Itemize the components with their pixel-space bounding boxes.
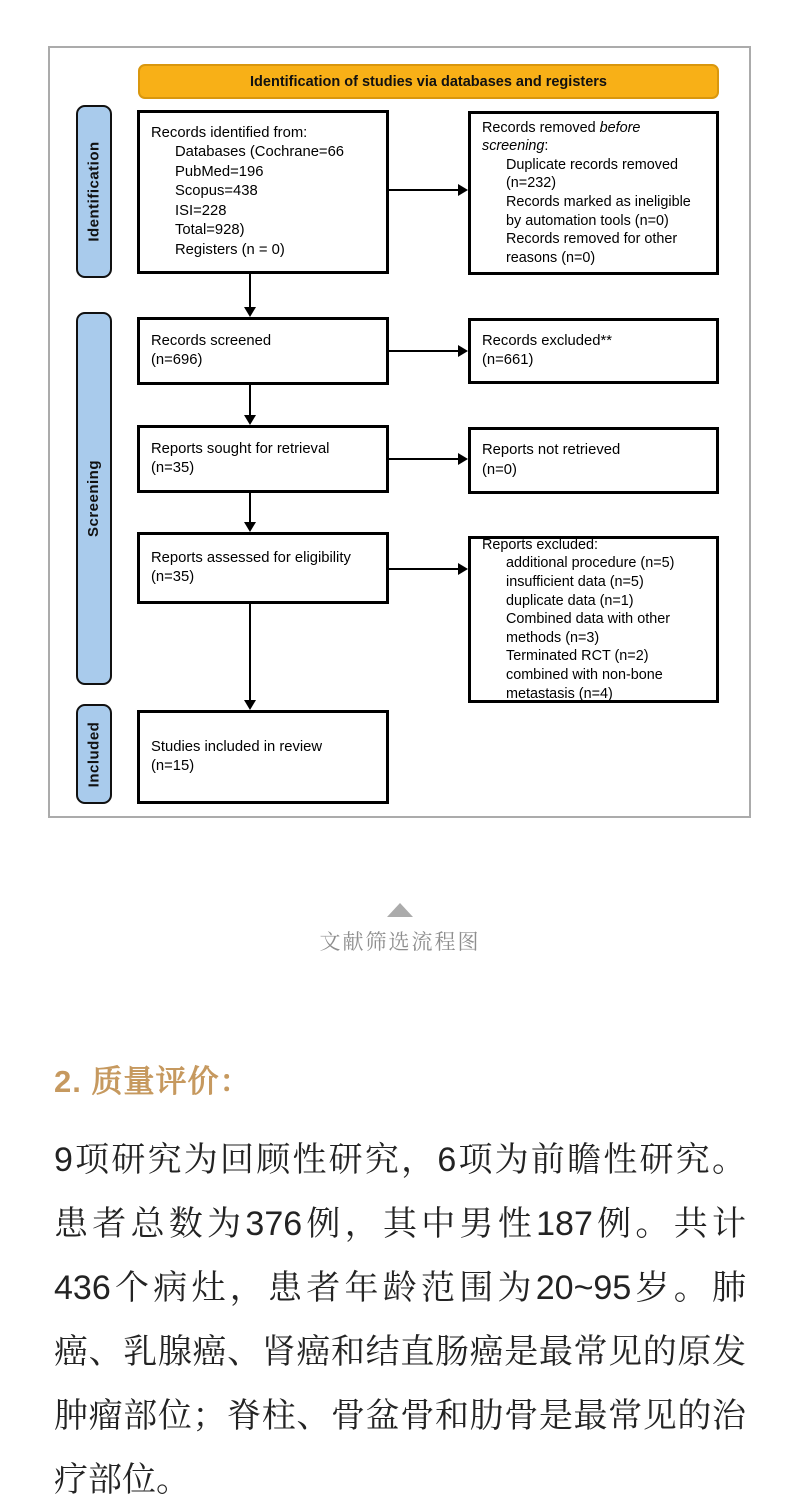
arrow-head-icon	[244, 700, 256, 710]
arrow-head-icon	[458, 184, 468, 196]
box-reports-sought	[137, 425, 389, 493]
box-line: Records screened	[151, 332, 272, 349]
box-line: Databases (Cochrane=66	[175, 144, 345, 161]
arrow-head-icon	[458, 453, 468, 465]
box-line-italic: before	[599, 119, 641, 136]
box-line: Terminated RCT (n=2)	[506, 648, 649, 665]
box-line: Reports not retrieved	[482, 442, 621, 459]
paragraph-line: 癌、乳腺癌、肾癌和结直肠癌是最常见的原发	[54, 1333, 746, 1371]
box-line: duplicate data (n=1)	[506, 592, 634, 609]
box-records-excluded	[468, 318, 719, 384]
box-line: (n=35)	[151, 460, 195, 476]
paragraph-line: 疗部位。	[54, 1461, 190, 1499]
arrow-line	[249, 385, 251, 416]
box-line: metastasis (n=4)	[506, 685, 613, 702]
arrow-line	[249, 274, 251, 308]
paragraph-line: 436个病灶，患者年龄范围为20~95岁。肺	[54, 1269, 746, 1307]
prisma-flowchart-panel	[48, 46, 751, 818]
arrow-head-icon	[244, 522, 256, 532]
stage-included	[76, 704, 112, 804]
box-line: Records marked as ineligible	[506, 194, 691, 210]
box-line: (n=661)	[482, 352, 534, 368]
box-line: additional procedure (n=5)	[506, 555, 675, 572]
box-line: Total=928)	[175, 222, 245, 239]
box-studies-included	[137, 710, 389, 804]
flowchart-banner	[138, 64, 719, 99]
box-line: (n=696)	[151, 352, 203, 368]
paragraph-line: 肿瘤部位；脊柱、骨盆骨和肋骨是最常见的治	[54, 1397, 746, 1435]
arrow-head-icon	[458, 345, 468, 357]
arrow-line	[389, 568, 459, 570]
box-line: insufficient data (n=5)	[506, 574, 644, 591]
box-line: Records identified from:	[151, 125, 308, 142]
box-line: Reports excluded:	[482, 536, 598, 553]
box-line: Combined data with other	[506, 611, 670, 628]
box-line: methods (n=3)	[506, 629, 600, 646]
stage-included-label: Included	[85, 721, 103, 787]
box-line: Records excluded**	[482, 332, 612, 349]
body-paragraph	[54, 1128, 746, 1510]
box-line: reasons (n=0)	[506, 249, 596, 266]
box-line-text: Records removed	[482, 119, 600, 136]
box-line: ISI=228	[175, 202, 227, 219]
flowchart-banner-label: Identification of studies via databases and registers	[250, 73, 607, 90]
arrow-line	[389, 458, 459, 460]
section-heading: 2. 质量评价：	[54, 1064, 252, 1099]
arrow-line	[249, 493, 251, 523]
arrow-line	[249, 604, 251, 701]
box-line-text: :	[544, 138, 549, 155]
box-line: Scopus=438	[175, 183, 258, 200]
paragraph-line: 患者总数为376例，其中男性187例。共计	[54, 1205, 746, 1243]
arrow-head-icon	[244, 415, 256, 425]
box-line	[471, 137, 716, 156]
stage-identification-label: Identification	[85, 141, 103, 242]
box-line: by automation tools (n=0)	[506, 212, 669, 229]
box-records-identified	[137, 110, 389, 274]
box-reports-excluded	[468, 536, 719, 703]
box-line: (n=15)	[151, 758, 195, 774]
box-line: Studies included in review	[151, 738, 323, 755]
box-line: (n=0)	[482, 461, 517, 478]
box-line-italic: screening	[482, 138, 545, 155]
box-line: (n=35)	[151, 569, 195, 585]
box-line: Reports assessed for eligibility	[151, 549, 351, 566]
box-reports-not-retrieved	[468, 427, 719, 494]
box-line: Reports sought for retrieval	[151, 440, 330, 457]
box-line: Records removed for other	[506, 231, 678, 248]
triangle-up-icon	[387, 903, 413, 917]
box-records-screened	[137, 317, 389, 385]
box-line: combined with non-bone	[506, 666, 663, 683]
box-records-removed	[468, 111, 719, 275]
figure-caption: 文献筛选流程图	[319, 931, 481, 954]
arrow-head-icon	[458, 563, 468, 575]
stage-screening	[76, 312, 112, 685]
box-line: PubMed=196	[175, 163, 264, 180]
box-line: (n=232)	[506, 175, 557, 192]
box-reports-assessed	[137, 532, 389, 604]
paragraph-line: 9项研究为回顾性研究，6项为前瞻性研究。	[54, 1141, 746, 1179]
box-line: Duplicate records removed	[506, 156, 678, 173]
arrow-line	[389, 350, 459, 352]
box-line: Registers (n = 0)	[175, 241, 285, 258]
arrow-head-icon	[244, 307, 256, 317]
arrow-line	[389, 189, 459, 191]
box-line	[471, 119, 716, 138]
stage-screening-label: Screening	[85, 459, 103, 538]
stage-identification	[76, 105, 112, 278]
